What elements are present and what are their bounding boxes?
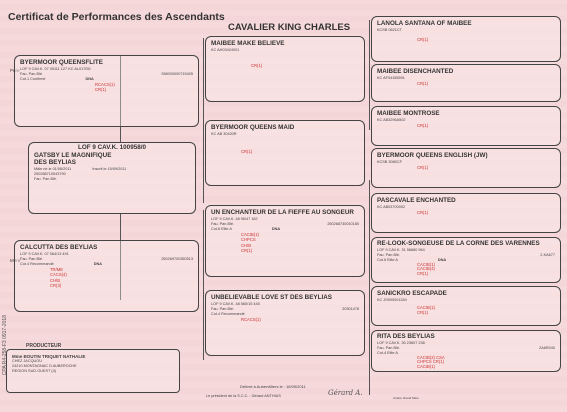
- ggp-line1: KCSB 3080CF: [377, 159, 402, 164]
- ggp-result: CHPCS CR(1): [417, 359, 444, 364]
- grandsire-line1: KC AH03424001: [211, 47, 240, 52]
- ggp-result: CACIB(4): [417, 266, 435, 271]
- ggp-chip: 2A6R040: [539, 345, 555, 350]
- subject-inscrit: Inscrit le 15/09/2011: [92, 166, 127, 171]
- ggp-line2: Fau. Pan.Blé.: [377, 345, 401, 350]
- grandsire-result: CHPCS: [241, 237, 256, 242]
- ggp-line1: KC AB3296A502: [377, 117, 406, 122]
- ggp-dna: DNA: [437, 257, 447, 262]
- ggp-result: CR(1): [417, 164, 429, 170]
- pere-label: Père: [10, 68, 20, 73]
- great-grandparent-box: [371, 148, 561, 188]
- ggp-result: CR(1): [417, 270, 429, 276]
- dam-dna: DNA: [93, 261, 103, 266]
- ggp-line1: KC AB03700002: [377, 204, 406, 209]
- granddam-paternal-box: [205, 120, 365, 186]
- great-grandparent-box: [371, 286, 561, 326]
- granddam-name: BYERMOOR QUEENS MAID: [211, 124, 295, 131]
- subject-book: LOF 9 CAV.K. 100958/0: [78, 144, 146, 151]
- certificate-title: Certificat de Performances des Ascendants: [8, 11, 225, 23]
- producer-label: PRODUCTEUR: [26, 343, 62, 349]
- subject-born: Mâle né le 01/06/2011: [34, 166, 72, 171]
- ggp-line1: LOF 9 CAV.K. 31 56680 964: [377, 247, 425, 252]
- connector: [203, 38, 204, 203]
- ggp-result: CACIB(1): [417, 363, 435, 369]
- grandsire-line2: Fau. Pan.Blé.: [211, 221, 235, 226]
- sire-line3: Cot.1 Confirmé: [20, 76, 46, 81]
- sire-dna: DNA: [85, 76, 94, 81]
- granddam-line1: LOF 9 CAV.K. 48 560/15 445: [211, 301, 260, 306]
- ggp-name: SANICKRO ESCAPADE: [377, 290, 447, 297]
- grandsire-result: CACIB(1): [241, 231, 259, 237]
- granddam-line2: Fau. Pan.Blé.: [211, 306, 235, 311]
- grandsire-result: CR(1): [251, 62, 263, 68]
- dam-line3: Cot.4 Recommandé: [20, 261, 54, 266]
- ggp-line3: Cot.4 Elite A: [377, 350, 398, 355]
- subject-box: [28, 142, 196, 214]
- ggp-result: CACIB(1): [417, 261, 435, 267]
- dam-line2: Fau. Pan.Blé.: [20, 256, 44, 261]
- ggp-name: RE-LOOK-SONGEUSE DE LA CORNE DES VARENNES: [377, 240, 540, 247]
- grandsire-chip: 250268730010180: [327, 221, 359, 226]
- ggp-result: CACIB(2) CSA: [417, 354, 445, 360]
- grandsire-paternal-box: [205, 36, 365, 102]
- mere-label: Mère: [10, 258, 21, 263]
- producer-line1: CHEZ JACQUOU: [12, 359, 42, 363]
- granddam-name: UNBELIEVABLE LOVE ST DES BEYLIAS: [211, 294, 332, 301]
- subject-name: GATSBY LE MAGNIFIQUE: [34, 151, 112, 159]
- great-grandparent-box: [371, 16, 561, 62]
- president-text: Le président de la S.C.C. : Gérard ANTHIUS: [206, 394, 281, 398]
- breed-name: CAVALIER KING CHARLES: [228, 22, 351, 33]
- ggp-line3: Cot.6 Elite A: [377, 257, 398, 262]
- grandsire-line1: LOF 9 CAV.K. 48 96/47 182: [211, 216, 258, 221]
- granddam-maternal-box: [205, 290, 365, 356]
- dam-result: CR(3): [50, 283, 62, 288]
- dam-line1: LOF 9 CAV.K. 07 064/13 491: [20, 251, 69, 256]
- ggp-result: CR(1): [417, 310, 429, 315]
- sire-result: CR(1): [95, 87, 107, 92]
- ggp-result: CACIB(1): [417, 304, 435, 310]
- dam-result: TR/ME: [50, 266, 64, 272]
- ggp-name: BYERMOOR QUEENS ENGLISH (JW): [377, 152, 488, 159]
- great-grandparent-box: [371, 193, 561, 233]
- dam-result: CH/B: [50, 277, 61, 283]
- great-grandparent-box: [371, 64, 561, 102]
- ggp-result: CR(1): [417, 80, 429, 86]
- producer-box: [6, 349, 180, 393]
- connector: [369, 20, 370, 130]
- ggp-result: CR(1): [417, 36, 429, 42]
- subject-id: 250268710043790: [34, 171, 66, 176]
- granddam-chip: 20301478: [342, 306, 359, 311]
- granddam-line3: Cot.4 Recommandé: [211, 311, 245, 316]
- ggp-name: LANOLA SANTANA OF MAIBEE: [377, 20, 472, 27]
- sire-result: RCACS(1): [95, 81, 115, 87]
- ggp-name: MAIBEE DISENCHANTED: [377, 68, 454, 75]
- side-reference: CPA R4-258-F3 0917-2018: [2, 315, 8, 376]
- grandsire-result: CR(1): [241, 248, 253, 253]
- ggp-result: CR(1): [417, 209, 429, 215]
- connector: [369, 180, 370, 395]
- sire-line1: LOF 9 CAV.K. 07 05111 127 KC AL01705I: [20, 66, 91, 71]
- great-grandparent-box: [371, 106, 561, 146]
- ggp-name: RITA DES BEYLIAS: [377, 333, 435, 340]
- footer-tag: Arrière Grand Mère: [393, 396, 419, 400]
- producer-line3: REGION SUD-OUEST (4): [12, 369, 57, 373]
- ggp-line1: LOF 9 CAV.K. 30 23607 238: [377, 340, 425, 345]
- sire-chip: 938000000715405: [161, 71, 193, 76]
- connector: [203, 210, 204, 360]
- dam-chip: 250269700350513: [161, 256, 193, 261]
- granddam-result: RCACS(1): [241, 316, 261, 322]
- sire-line2: Fau. Pan.Blé.: [20, 71, 44, 76]
- ggp-name: PASCAVALE ENCHANTED: [377, 197, 456, 204]
- ggp-line1: KCSB 0621CT: [377, 27, 402, 32]
- delivered-text: Délivré à Aubervilliers le : 16/09/2011: [240, 384, 306, 389]
- dam-name: CALCUTTA DES BEYLIAS: [20, 244, 98, 251]
- ggp-line2: Fau. Pan.Blé.: [377, 252, 401, 257]
- dam-box: [14, 240, 199, 312]
- granddam-line1: KC AB 30420R: [211, 131, 237, 136]
- granddam-result: CR(1): [241, 148, 253, 154]
- great-grandparent-box: [371, 330, 561, 372]
- ggp-line1: KC AF04155591: [377, 75, 405, 80]
- grandsire-dna: DNA: [271, 226, 281, 231]
- ggp-result: CR(1): [417, 122, 429, 128]
- great-grandparent-box: [371, 237, 561, 283]
- sire-box: [14, 55, 199, 127]
- sire-name: BYERMOOR QUEENSFLITE: [20, 59, 103, 66]
- grandsire-maternal-box: [205, 205, 365, 277]
- grandsire-result: CH/B: [241, 242, 252, 248]
- ggp-name: MAIBEE MONTROSE: [377, 110, 440, 117]
- ggp-chip: 2-KA677: [540, 252, 555, 257]
- producer-line2: 24210 MONTAGNAC D AUBEROCHE: [12, 364, 77, 368]
- grandsire-name: UN ENCHANTEUR DE LA FIEFFE AU SONGEUR: [211, 209, 354, 216]
- subject-name-2: DES BEYLIAS: [34, 159, 76, 166]
- signature: Gérard A.: [328, 389, 363, 397]
- subject-color: Fau. Pan.Blé.: [34, 176, 58, 181]
- producer-name: Mme BOUTIN TRIQUET NATHALIE: [12, 354, 86, 359]
- grandsire-name: MAIBEE MAKE BELIEVE: [211, 40, 285, 47]
- ggp-line1: KC Z0900001284: [377, 297, 407, 302]
- dam-result: CACS(4): [50, 272, 67, 277]
- grandsire-line3: Cot.6 Elite A: [211, 226, 232, 231]
